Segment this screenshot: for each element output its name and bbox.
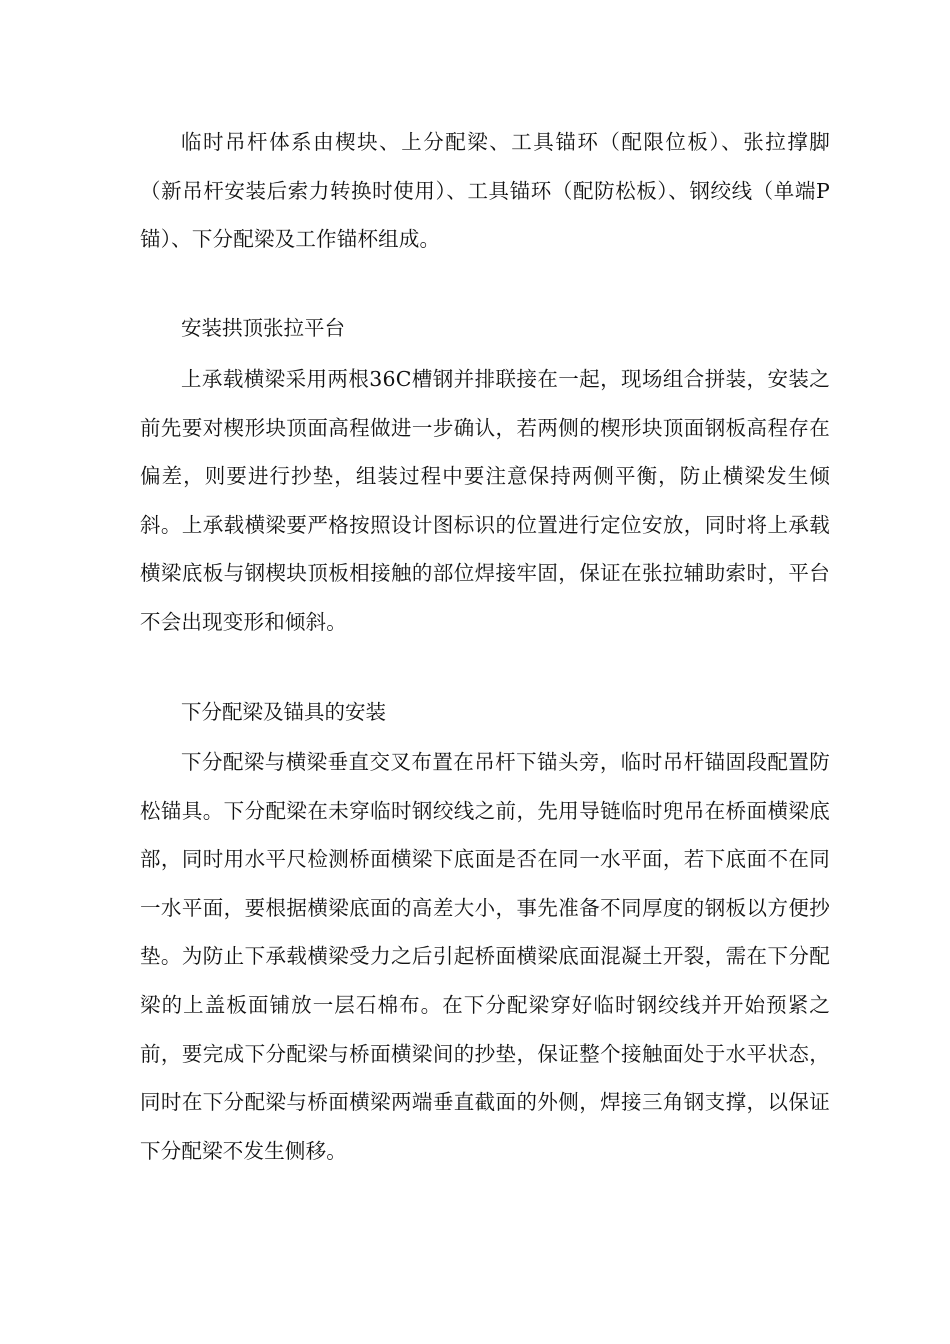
paragraph-lower-beam-anchor: 下分配梁与横梁垂直交叉布置在吊杆下锚头旁，临时吊杆锚固段配置防松锚具。下分配梁在未穿临时钢绞线之前，先用导链临时兜吊在桥面横梁底部，同时用水平尺检测桥面横梁下底面是否在同一水平面，若下底面不在同一水平面，要根据横梁底面的高差大小，事先准备不同厚度的钢板以方便抄垫。为防止下承载横梁受力之后引起桥面横梁底面混凝土开裂，需在下分配梁的上盖板面铺放一层石棉布。在下分配梁穿好临时钢绞线并开始预紧之前，要完成下分配梁与桥面横梁间的抄垫，保证整个接触面处于水平状态，同时在下分配梁与桥面横梁两端垂直截面的外侧，焊接三角钢支撑，以保证下分配梁不发生侧移。 bbox=[140, 750, 830, 1163]
heading-tension-platform: 安装拱顶张拉平台 bbox=[181, 316, 345, 340]
paragraph-suspender-system: 临时吊杆体系由楔块、上分配梁、工具锚环（配限位板）、张拉撑脚（新吊杆安装后索力转换时使用）、工具锚环（配防松板）、钢绞线（单端P锚）、下分配梁及工作锚杯组成。 bbox=[140, 130, 830, 252]
heading-lower-beam-anchor: 下分配梁及锚具的安装 bbox=[181, 700, 386, 724]
paragraph-tension-platform: 上承载横梁采用两根36C槽钢并排联接在一起，现场组合拼装，安装之前先要对楔形块顶面高程做进一步确认，若两侧的楔形块顶面钢板高程存在偏差，则要进行抄垫，组装过程中要注意保持两侧平衡，防止横梁发生倾斜。上承载横梁要严格按照设计图标识的位置进行定位安放，同时将上承载横梁底板与钢楔块顶板相接触的部位焊接牢固，保证在张拉辅助索时，平台不会出现变形和倾斜。 bbox=[140, 367, 830, 634]
